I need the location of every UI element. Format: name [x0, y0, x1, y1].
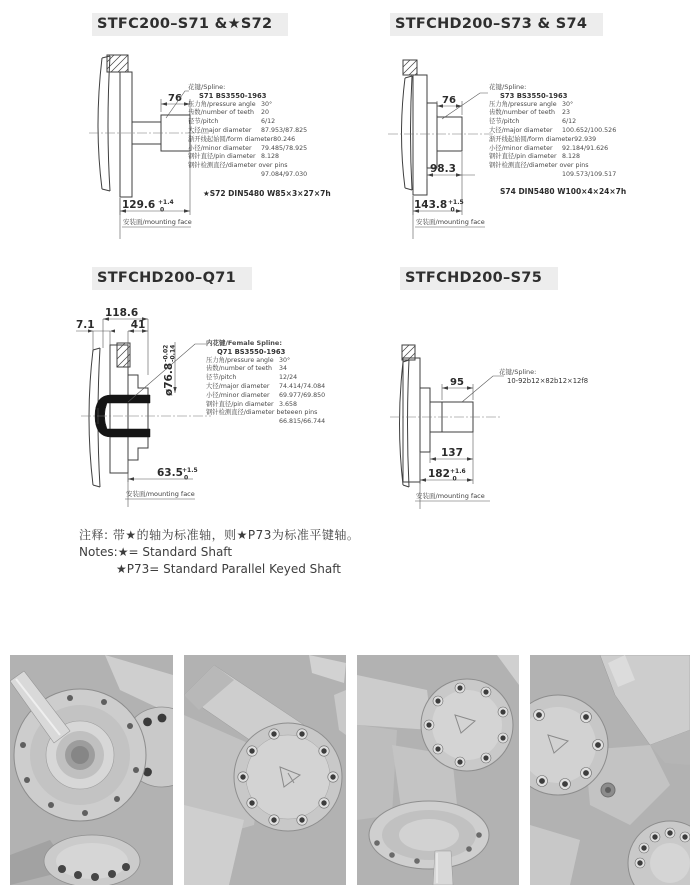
dim-overall-tol-up: +1.6 [450, 468, 466, 475]
spec-row: 97.084/97.030 [261, 170, 308, 178]
motor-photo-4 [530, 655, 690, 885]
mounting-face-label: 安装面/mounting face [416, 218, 485, 226]
spec-row: 钢针直径/pin diameter 8.128 [188, 153, 280, 161]
dim-overall-tol-up: +1.5 [448, 199, 464, 206]
spec-row: 压力角/pressure angle 30° [489, 100, 574, 108]
s71-spec-table [188, 83, 316, 180]
spline-code: S73 BS3550-1963 [500, 91, 568, 100]
spec-row: 大径/major diameter 87.953/87.825 [188, 126, 308, 134]
spec-row: 齿数/number of teeth 23 [489, 109, 571, 117]
dim-depth-tol-dn: 0 [184, 474, 189, 482]
dim-depth: 63.5 [157, 467, 183, 479]
dim-overall-tol-up: +1.4 [158, 199, 174, 206]
s74-alt-spline: S74 DIN5480 W100×4×24×7h [500, 187, 627, 196]
spline-header: 花键/Spline: [499, 368, 537, 376]
spec-row: 小径/minor diameter 92.184/91.626 [489, 144, 609, 152]
mounting-face-label: 安装面/mounting face [123, 218, 192, 226]
spec-row: 径节/pitch 12/24 [206, 374, 298, 382]
title-s71: STFC200–S71 &★S72 [92, 13, 288, 36]
dim-bore-tol-up: -0.02 [162, 344, 170, 362]
title-s73: STFCHD200–S73 & S74 [390, 13, 603, 36]
mounting-face-label: 安装面/mounting face [416, 492, 485, 500]
spec-row: 小径/minor diameter 69.977/69.850 [206, 391, 326, 399]
note-en2: ★P73= Standard Parallel Keyed Shaft [116, 562, 341, 576]
q71-drawing [73, 298, 218, 513]
dim-spline-length: 41 [130, 319, 146, 331]
s75-spline-note [499, 368, 609, 386]
s72-alt-spline: ★S72 DIN5480 W85×3×27×7h [203, 189, 331, 198]
note-cn: 注释: 带★的轴为标准轴，则★P73为标准平键轴。 [79, 528, 360, 542]
title-q71: STFCHD200–Q71 [92, 267, 252, 290]
spec-row: 齿数/number of teeth 34 [206, 365, 288, 373]
dim-overall-tol-dn: 0 [450, 206, 455, 214]
dim-spline-length: 76 [442, 95, 456, 106]
dim-overall: 143.8 [414, 199, 448, 211]
dim-spline-length: 76 [168, 93, 182, 104]
spec-row: 109.573/109.517 [562, 170, 617, 178]
spline-header: 内花键/Female Spline: [206, 339, 282, 347]
spec-row: 钢针检测直径/diameter over pins [489, 162, 589, 170]
spec-row: 渐开线起始圆/form diameter 80.246 [188, 135, 296, 143]
dim-spline-length: 95 [450, 377, 464, 388]
spec-row: 齿数/number of teeth 20 [188, 109, 270, 117]
spec-row: 径节/pitch 6/12 [188, 118, 276, 126]
spec-row: 小径/minor diameter 79.485/78.925 [188, 144, 308, 152]
dim-overall: 118.6 [105, 307, 139, 319]
dim-overall: 182 [428, 468, 450, 480]
motor-photo-1 [10, 655, 173, 885]
spec-row: 压力角/pressure angle 30° [188, 100, 273, 108]
dim-depth-tol-up: +1.5 [182, 467, 198, 474]
spec-row: 钢针检测直径/diameter beteeen pins [206, 409, 318, 417]
dim-overall-tol-dn: 0 [160, 206, 165, 214]
spec-row: 钢针直径/pin diameter 3.658 [206, 400, 298, 408]
spline-code: Q71 BS3550-1963 [217, 347, 286, 356]
dim-shaft-length: 137 [441, 447, 463, 459]
spec-row: 压力角/pressure angle 30° [206, 356, 291, 364]
spec-row: 渐开线起始圆/form diameter 92.939 [489, 135, 597, 143]
spec-row: 大径/major diameter 100.652/100.526 [489, 126, 617, 134]
spec-row: 66.815/66.744 [279, 418, 326, 426]
dim-overall: 129.6 [122, 199, 156, 211]
spec-row: 钢针检测直径/diameter over pins [188, 162, 288, 170]
s73-drawing [385, 48, 500, 243]
dim-overall-tol-dn: 0 [452, 475, 457, 483]
spline-code: 10-92b12×82b12×12f8 [507, 376, 589, 385]
s73-spec-table [489, 83, 617, 180]
spline-code: S71 BS3550-1963 [199, 91, 267, 100]
dim-bore-tol-dn: -0.14 [169, 344, 177, 362]
notes-block [79, 527, 359, 578]
q71-spec-table [206, 339, 334, 427]
spec-row: 径节/pitch 6/12 [489, 118, 577, 126]
spline-header: 花键/Spline: [188, 83, 226, 91]
dim-pilot: 7.1 [76, 319, 95, 331]
mounting-face-label: 安装面/mounting face [126, 490, 195, 498]
dim-mid: 98.3 [430, 163, 456, 175]
s75-drawing [388, 328, 508, 513]
spline-header: 花键/Spline: [489, 83, 527, 91]
spec-row: 大径/major diameter 74.414/74.084 [206, 382, 326, 390]
dim-bore: ø76.8 [163, 362, 175, 396]
note-en1: Notes:★= Standard Shaft [79, 545, 233, 559]
title-s75: STFCHD200–S75 [400, 267, 558, 290]
motor-photo-3 [357, 655, 519, 885]
spec-row: 钢针直径/pin diameter 8.128 [489, 153, 581, 161]
motor-photo-2 [184, 655, 346, 885]
